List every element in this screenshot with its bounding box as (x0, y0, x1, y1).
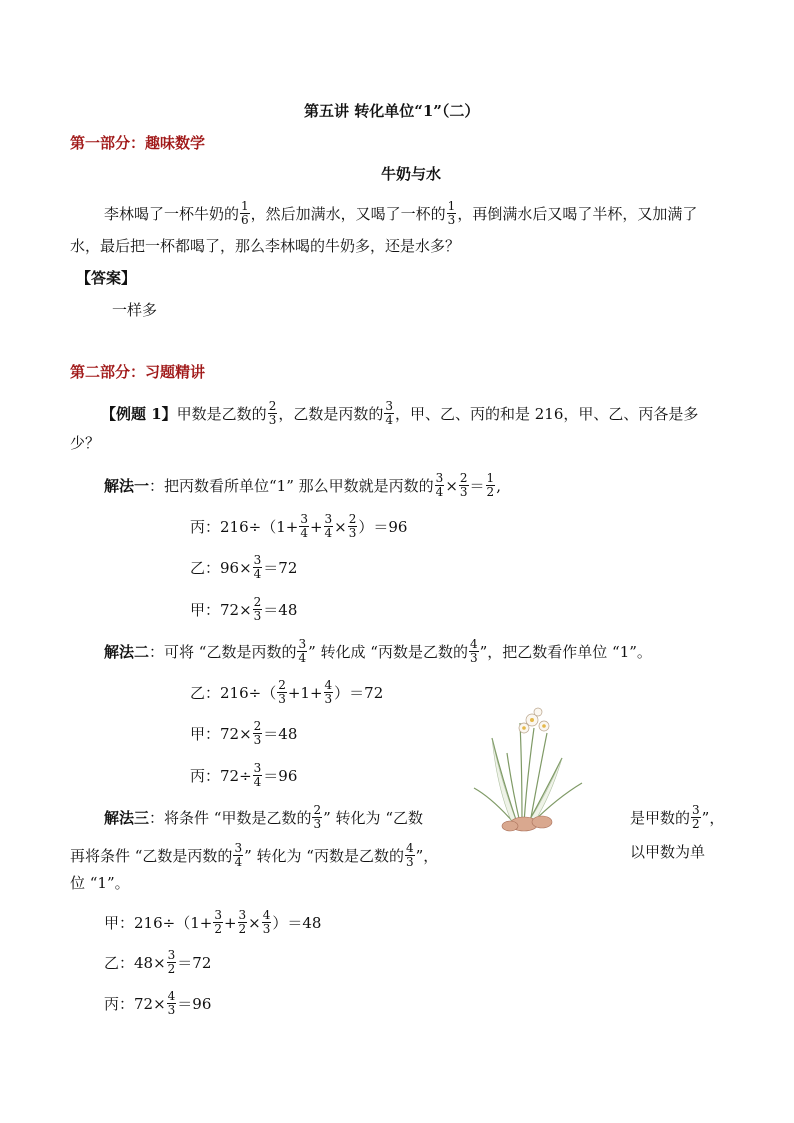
formula-text: 甲：216÷（1+ (104, 913, 213, 932)
method-2-label: 解法二 (104, 642, 150, 661)
method-text: ”， (701, 808, 725, 827)
method-text: ”， (415, 846, 439, 865)
method-text: ：可将 “乙数是丙数的 (149, 642, 297, 661)
method-3-line-end (630, 804, 724, 831)
method-3-jia: 甲：216÷（1+ 3 2 + 3 2 × 4 3 ）＝48 (104, 908, 322, 936)
formula-text: ＝48 (263, 600, 298, 619)
method-text: 是甲数的 (630, 808, 691, 827)
fraction: 3 4 (385, 399, 393, 427)
question-text: 李林喝了一杯牛奶的 (104, 204, 240, 223)
fraction: 2 3 (268, 399, 277, 427)
method-1-label: 解法一 (104, 476, 150, 495)
method-3-line-3: 位 “1”。 (70, 874, 130, 892)
fraction: 3 2 (214, 908, 222, 936)
method-3-line (104, 804, 423, 831)
fraction: 4 3 (405, 841, 414, 869)
method-text: 再将条件 “乙数是丙数的 (70, 846, 233, 865)
fraction: 4 3 (262, 908, 271, 936)
page-title: 第五讲 转化单位“1”（二） (304, 102, 480, 120)
fraction: 1 3 (447, 199, 456, 227)
example-line-1 (101, 400, 698, 427)
method-2-line (104, 638, 652, 665)
fraction: 3 2 (692, 803, 700, 831)
fraction: 3 4 (300, 512, 308, 540)
fraction: 3 4 (253, 761, 262, 789)
fraction: 4 3 (167, 989, 176, 1017)
answer-text: 一样多 (112, 301, 158, 319)
method-2-yi: 乙：216÷（ 2 3 +1+ 4 3 ）＝72 (190, 678, 384, 706)
method-1-bing: 丙：216÷（1+ 3 4 + 3 4 × 2 3 ）＝96 (190, 512, 408, 540)
method-3-line-2-end: 以甲数为单 (630, 843, 706, 861)
method-1-jia (190, 596, 297, 623)
question-text: ，然后加满水，又喝了一杯的 (250, 204, 446, 223)
fraction: 3 4 (324, 512, 333, 540)
fraction: 3 4 (253, 553, 262, 581)
method-1-yi (190, 554, 297, 581)
method-3-yi (104, 949, 211, 976)
section-heading-1: 第一部分：趣味数学 (70, 134, 206, 152)
method-text: ：把丙数看所单位“1” 那么甲数就是丙数的 (149, 476, 434, 495)
method-text: ：将条件 “甲数是乙数的 (149, 808, 312, 827)
fraction: 1 6 (241, 199, 249, 227)
fraction: 2 3 (348, 512, 357, 540)
formula-text: ＝96 (177, 994, 212, 1013)
question-line-2: 水，最后把一杯都喝了，那么李林喝的牛奶多，还是水多？ (70, 237, 461, 255)
example-text: ，甲、乙、丙的和是 216，甲、乙、丙各是多 (394, 404, 699, 423)
example-text: ，乙数是丙数的 (278, 404, 384, 423)
method-3-label: 解法三 (104, 808, 150, 827)
formula-text: ）＝96 (358, 517, 408, 536)
formula-text: ＝72 (263, 558, 298, 577)
fraction: 1 2 (486, 471, 495, 499)
fraction: 4 3 (324, 678, 333, 706)
method-2-jia (190, 720, 297, 747)
formula-text: 乙：48× (104, 953, 166, 972)
fraction: 4 3 (469, 637, 478, 665)
narcissus-flower-illustration (462, 698, 622, 838)
method-1-line: 解法一 ：把丙数看所单位“1” 那么甲数就是丙数的 3 4 × 2 3 ＝ 1 2 , (104, 471, 501, 499)
fraction: 2 3 (459, 471, 468, 499)
section-heading-2: 第二部分：习题精讲 (70, 363, 206, 381)
formula-text: ＝96 (263, 766, 298, 785)
formula-text: 甲：72× (190, 600, 252, 619)
formula-text: ）＝72 (334, 683, 384, 702)
method-text: ” 转化成 “丙数是乙数的 (308, 642, 468, 661)
example-label: 【例题 1】 (101, 404, 177, 423)
formula-text: 丙：216÷（1+ (190, 517, 299, 536)
formula-text: 丙：72× (104, 994, 166, 1013)
fraction: 2 3 (253, 595, 262, 623)
story-title: 牛奶与水 (381, 165, 442, 183)
question-text: ，再倒满水后又喝了半杯，又加满了 (457, 204, 698, 223)
method-3-bing (104, 990, 211, 1017)
formula-text: ＝72 (177, 953, 212, 972)
method-2-bing (190, 762, 297, 789)
fraction: 2 3 (313, 803, 322, 831)
formula-text: ）＝48 (272, 913, 322, 932)
formula-text: 乙：216÷（ (190, 683, 277, 702)
method-text: ” 转化为 “乙数 (323, 808, 423, 827)
answer-label: 【答案】 (76, 269, 137, 287)
fraction: 3 2 (238, 908, 247, 936)
question-line-1 (104, 200, 697, 227)
fraction: 2 3 (278, 678, 286, 706)
fraction: 3 4 (234, 841, 243, 869)
example-text: 甲数是乙数的 (176, 404, 267, 423)
formula-text: 丙：72÷ (190, 766, 252, 785)
method-3-line-2 (70, 842, 438, 869)
method-text: ” 转化为 “丙数是乙数的 (244, 846, 404, 865)
fraction: 3 2 (167, 948, 176, 976)
example-line-2: 少？ (70, 434, 101, 452)
fraction: 3 4 (435, 471, 444, 499)
fraction: 3 4 (298, 637, 307, 665)
formula-text: ＝48 (263, 724, 298, 743)
formula-text: 甲：72× (190, 724, 252, 743)
method-text: ”，把乙数看作单位 “1”。 (479, 642, 652, 661)
formula-text: 乙：96× (190, 558, 252, 577)
fraction: 2 3 (253, 719, 262, 747)
